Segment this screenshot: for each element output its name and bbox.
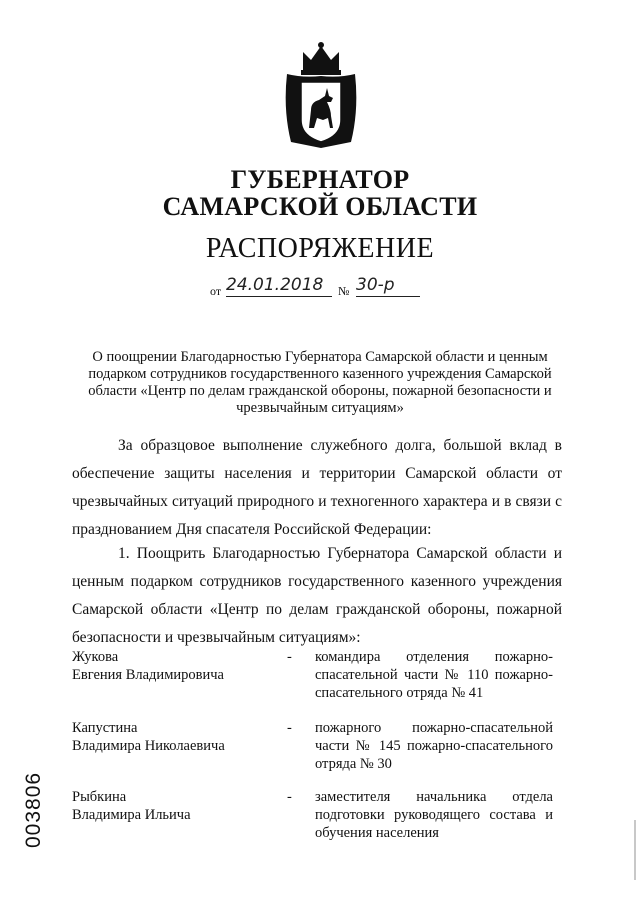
awardee-given-names: Владимира Ильича <box>72 807 191 823</box>
document-type-heading: РАСПОРЯЖЕНИЕ <box>205 233 435 264</box>
row-dash: - <box>287 720 292 736</box>
subject-heading: О поощрении Благодарностью Губернатора Самарской области и ценным подарком сотрудников государственного казенного учреждения Самарской области «Центр по делам гражданской обороны, пожарной безопасности и чрезвычайным ситуациям» <box>88 349 552 416</box>
date-number-line <box>210 274 450 300</box>
awardee-name <box>72 648 272 684</box>
scan-edge-artifact <box>634 820 636 880</box>
row-dash: - <box>287 789 292 805</box>
issuer-title-line2: САМАРСКОЙ ОБЛАСТИ <box>162 192 478 221</box>
clause-1-paragraph: 1. Поощрить Благодарностью Губернатора Самарской области и ценным подарком сотрудников государственного казенного учреждения Самарской области «Центр по делам гражданской обороны, пожарной безопасности и чрезвычайным ситуациям»: <box>72 545 562 646</box>
awardee-surname: Капустина <box>72 720 138 736</box>
date-from-label: от <box>210 284 222 298</box>
preamble-paragraph: За образцовое выполнение служебного долга, большой вклад в обеспечение защиты населения и территории Самарской области от чрезвычайных ситуаций природного и техногенного характера и в связи с празднованием Дня спасателя Российской Федерации: <box>72 437 562 538</box>
awardee-given-names: Владимира Николаевича <box>72 738 225 754</box>
issuer-title-line1: ГУБЕРНАТОР <box>230 165 410 194</box>
awardee-given-names: Евгения Владимировича <box>72 667 224 683</box>
awardee-surname: Рыбкина <box>72 789 127 805</box>
awardee-position: пожарного пожарно-спасательной части № 145 пожарно-спасательного отряда № 30 <box>315 720 553 772</box>
handwritten-date: 24.01.2018 <box>226 274 332 297</box>
awardee-name <box>72 788 272 824</box>
awardee-surname: Жукова <box>72 649 119 665</box>
awardee-position: заместителя начальника отдела подготовки руководящего состава и обучения населения <box>315 789 553 841</box>
awardee-name <box>72 719 272 755</box>
awardee-position: командира отделения пожарно-спасательной части № 110 пожарно-спасательного отряда № 41 <box>315 649 553 701</box>
number-label: № <box>338 284 350 298</box>
handwritten-number: 30-р <box>356 274 420 297</box>
samara-coat-of-arms-icon <box>281 40 361 150</box>
form-serial-number: 003806 <box>22 771 45 848</box>
row-dash: - <box>287 649 292 665</box>
